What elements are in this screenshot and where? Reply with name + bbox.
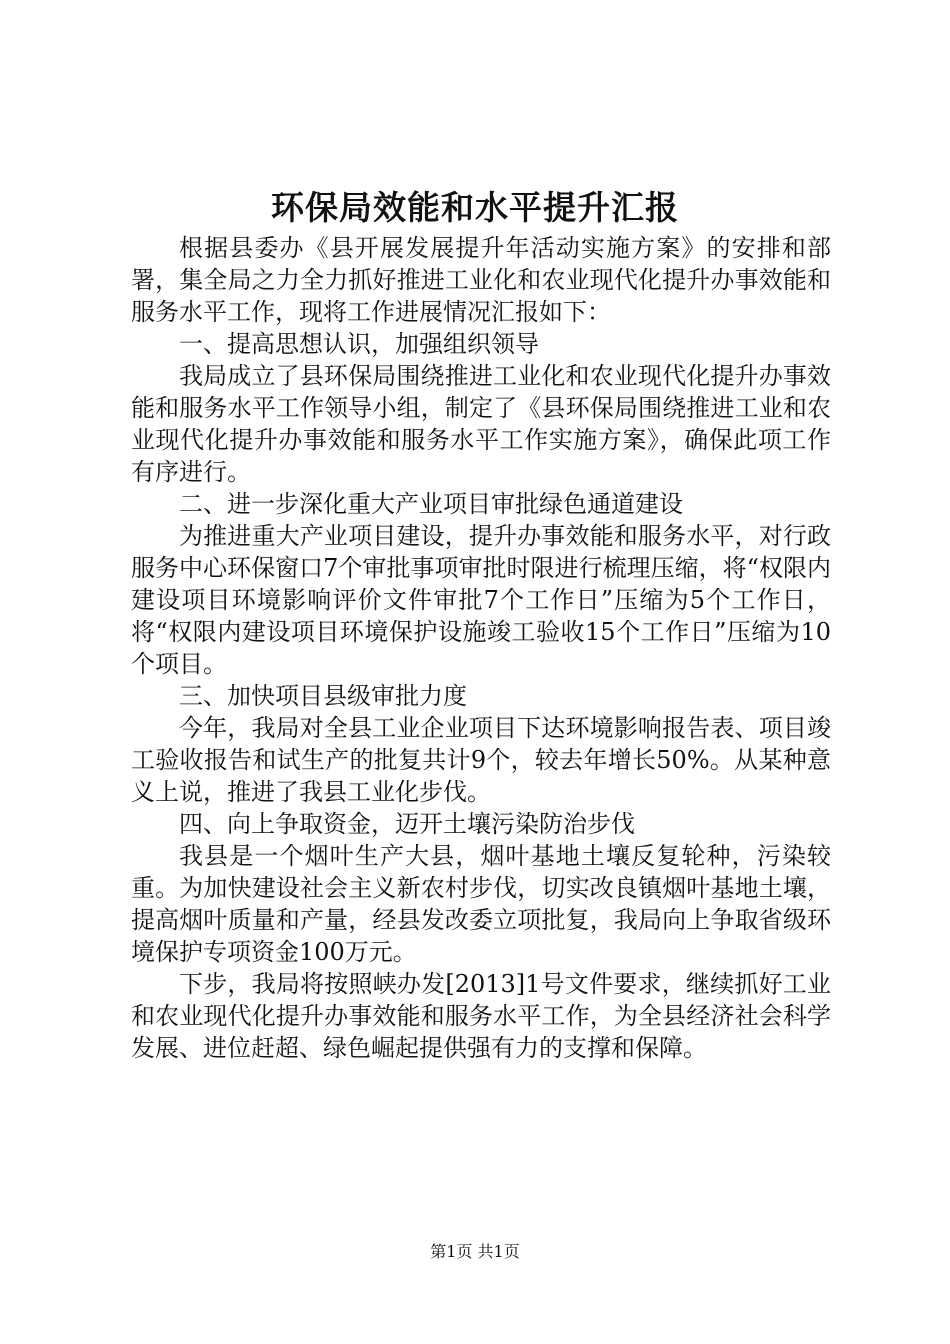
- document-title: 环保局效能和水平提升汇报: [271, 188, 679, 227]
- document-body: [131, 232, 831, 1064]
- section-2-paragraph: 为推进重大产业项目建设，提升办事效能和服务水平，对行政服务中心环保窗口7个审批事项审批时限进行梳理压缩，将“权限内建设项目环境影响评价文件审批7个工作日”压缩为5个工作日，将“权限内建设项目环境保护设施竣工验收15个工作日”压缩为10个项目。: [131, 522, 831, 678]
- section-heading-3: 三、加快项目县级审批力度: [179, 682, 467, 710]
- section-4-paragraph: 我县是一个烟叶生产大县，烟叶基地土壤反复轮种，污染较重。为加快建设社会主义新农村步伐，切实改良镇烟叶基地土壤，提高烟叶质量和产量，经县发改委立项批复，我局向上争取省级环境保护专项资金100万元。: [131, 842, 831, 966]
- section-heading-2: 二、进一步深化重大产业项目审批绿色通道建设: [179, 490, 683, 518]
- section-1-paragraph: 我局成立了县环保局围绕推进工业化和农业现代化提升办事效能和服务水平工作领导小组，制定了《县环保局围绕推进工业和农业现代化提升办事效能和服务水平工作实施方案》，确保此项工作有序进行。: [131, 362, 831, 486]
- intro-paragraph: 根据县委办《县开展发展提升年活动实施方案》的安排和部署，集全局之力全力抓好推进工业化和农业现代化提升办事效能和服务水平工作，现将工作进展情况汇报如下：: [131, 234, 831, 326]
- section-heading-1: 一、提高思想认识，加强组织领导: [179, 330, 539, 358]
- section-heading-4: 四、向上争取资金，迈开土壤污染防治步伐: [179, 810, 635, 838]
- section-3-paragraph: 今年，我局对全县工业企业项目下达环境影响报告表、项目竣工验收报告和试生产的批复共计9个，较去年增长50%。从某种意义上说，推进了我县工业化步伐。: [131, 714, 831, 806]
- page-footer: 第1页 共1页: [430, 1242, 520, 1261]
- closing-paragraph: 下步，我局将按照峡办发[2013]1号文件要求，继续抓好工业和农业现代化提升办事效能和服务水平工作，为全县经济社会科学发展、进位赶超、绿色崛起提供强有力的支撑和保障。: [131, 970, 831, 1062]
